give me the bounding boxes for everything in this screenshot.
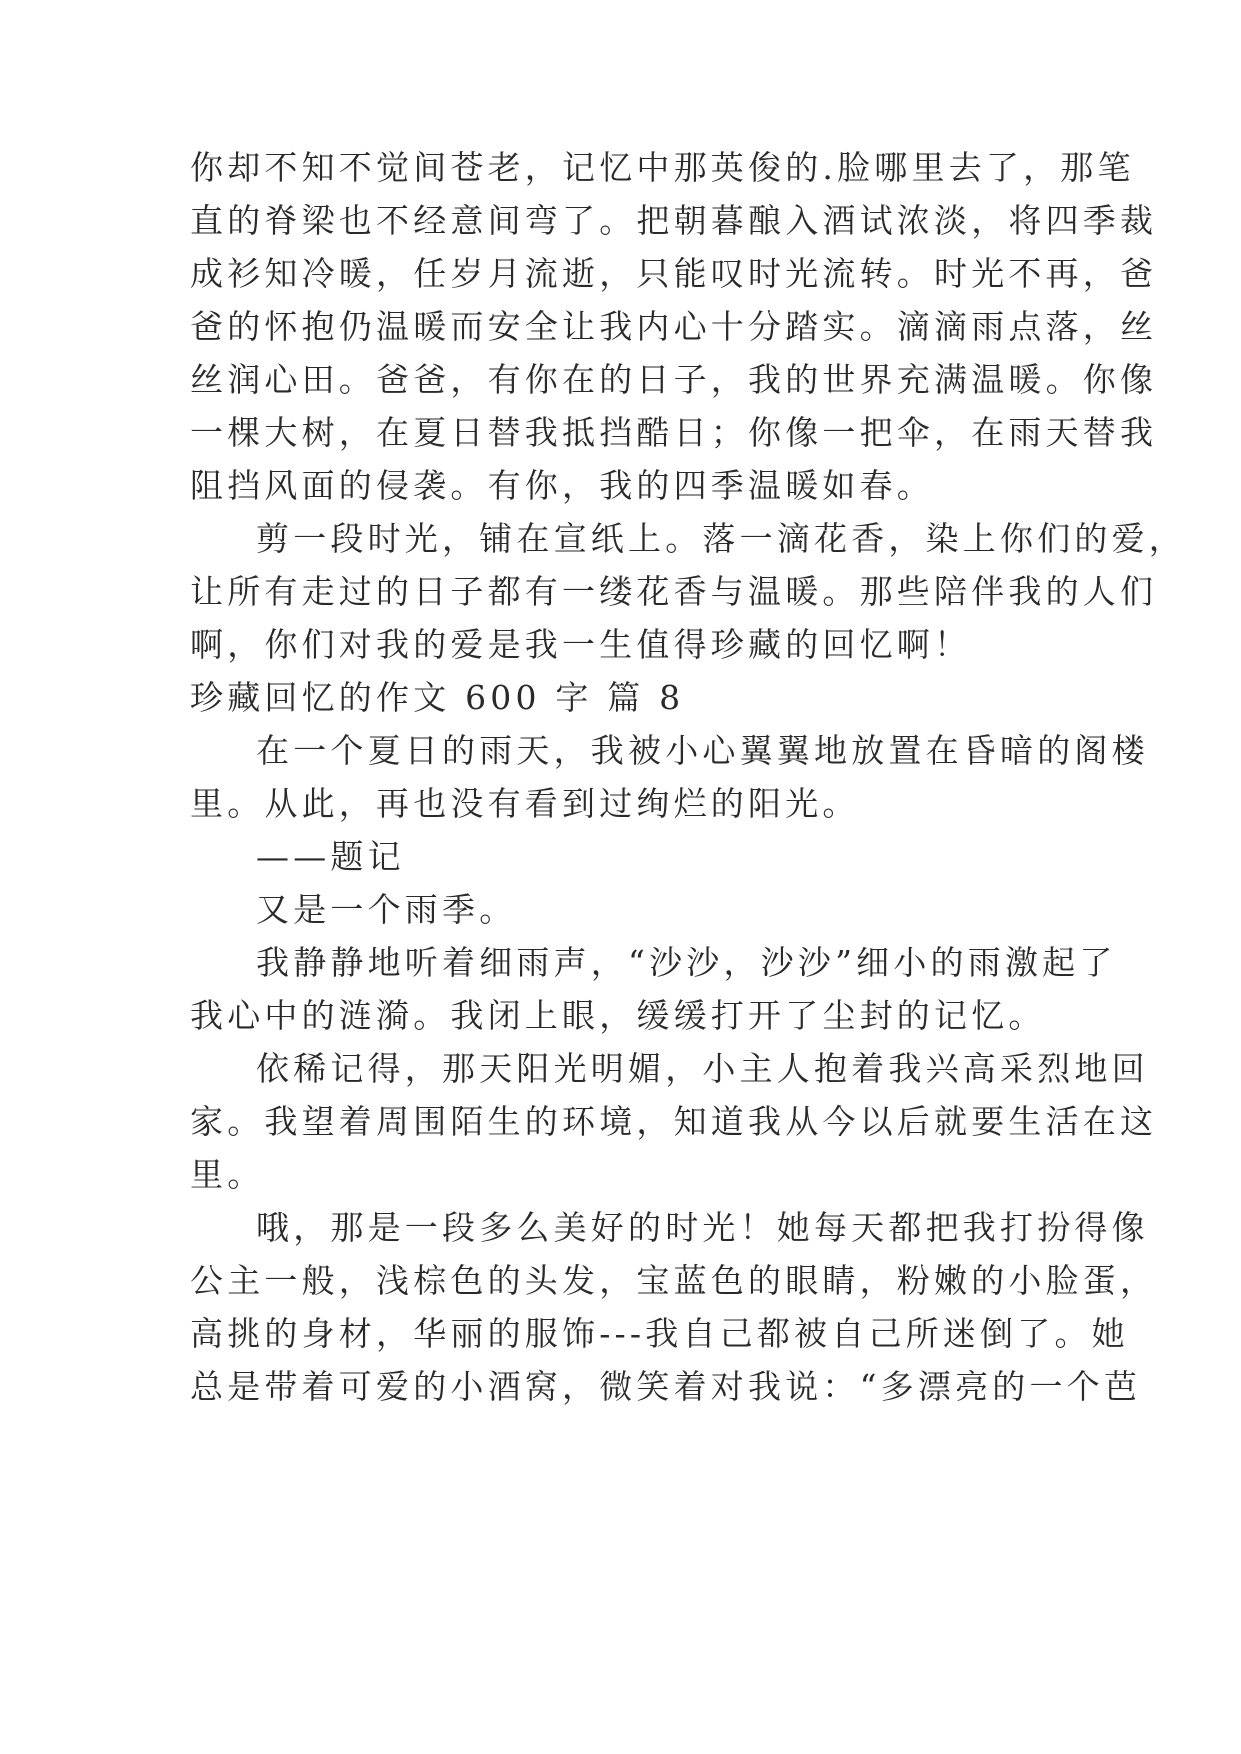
- text-line: 公主一般，浅棕色的头发，宝蓝色的眼睛，粉嫩的小脸蛋，: [190, 1261, 1158, 1300]
- text-line: 在一个夏日的雨天，我被小心翼翼地放置在昏暗的阁楼: [256, 731, 1149, 770]
- text-line: 一棵大树，在夏日替我抵挡酷日；你像一把伞，在雨天替我: [190, 413, 1158, 452]
- text-line: 总是带着可爱的小酒窝，微笑着对我说：“多漂亮的一个芭: [190, 1367, 1142, 1406]
- epigraph-signature: ——题记: [256, 837, 405, 876]
- text-line: 我心中的涟漪。我闭上眼，缓缓打开了尘封的记忆。: [190, 996, 1046, 1035]
- text-line: 里。: [190, 1155, 265, 1194]
- text-line: 依稀记得，那天阳光明媚，小主人抱着我兴高采烈地回: [256, 1049, 1149, 1088]
- text-line: 家。我望着周围陌生的环境，知道我从今以后就要生活在这: [190, 1102, 1158, 1141]
- section-heading: 珍藏回忆的作文 600 字 篇 8: [190, 678, 685, 717]
- text-line: 直的脊梁也不经意间弯了。把朝暮酿入酒试浓淡，将四季裁: [190, 201, 1158, 240]
- text-line: 让所有走过的日子都有一缕花香与温暖。那些陪伴我的人们: [190, 572, 1158, 611]
- text-line: 里。从此，再也没有看到过绚烂的阳光。: [190, 784, 860, 823]
- text-line: 剪一段时光，铺在宣纸上。落一滴花香，染上你们的爱，: [256, 519, 1186, 558]
- text-line: 啊，你们对我的爱是我一生值得珍藏的回忆啊！: [190, 625, 972, 664]
- text-line: 阻挡风面的侵袭。有你，我的四季温暖如春。: [190, 466, 934, 505]
- text-line: 成衫知冷暖，任岁月流逝，只能叹时光流转。时光不再，爸: [190, 254, 1158, 293]
- text-line: 又是一个雨季。: [256, 890, 517, 929]
- text-line: 我静静地听着细雨声，“沙沙，沙沙”细小的雨激起了: [256, 943, 1117, 982]
- text-line: 高挑的身材，华丽的服饰---我自己都被自己所迷倒了。她: [190, 1314, 1129, 1353]
- text-line: 你却不知不觉间苍老，记忆中那英俊的.脸哪里去了，那笔: [190, 148, 1135, 187]
- text-line: 爸的怀抱仍温暖而安全让我内心十分踏实。滴滴雨点落，丝: [190, 307, 1158, 346]
- text-line: 丝润心田。爸爸，有你在的日子，我的世界充满温暖。你像: [190, 360, 1158, 399]
- text-line: 哦，那是一段多么美好的时光！她每天都把我打扮得像: [256, 1208, 1149, 1247]
